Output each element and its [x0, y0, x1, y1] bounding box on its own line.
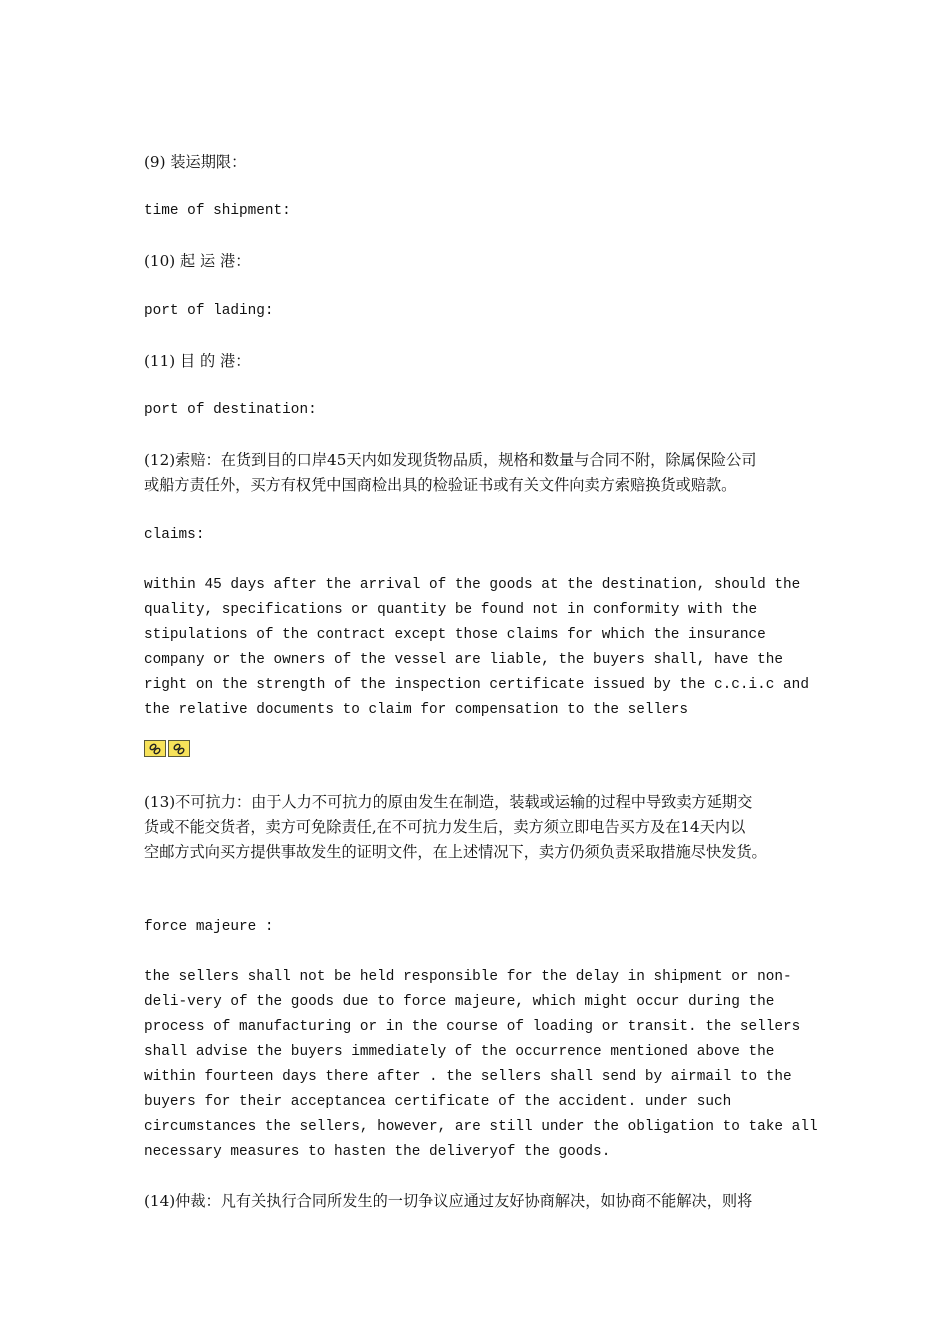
clause-12-en-line-5: right on the strength of the inspection certificate issued by the c.c.i.c and	[144, 677, 809, 693]
clause-11-title-en: port of destination:	[144, 402, 317, 418]
clause-12-cn-line-1: (12)索赔：在货到目的口岸45天内如发现货物品质，规格和数量与合同不附，除属保险公司	[144, 451, 757, 469]
clause-13-en-line-7: circumstances the sellers, however, are still under the obligation to take all	[144, 1119, 818, 1135]
clause-13-en-line-3: process of manufacturing or in the course of loading or transit. the sellers	[144, 1019, 801, 1035]
clause-13-en-line-8: necessary measures to hasten the deliveryof the goods.	[144, 1144, 611, 1160]
clause-11-title-cn: (11) 目 的 港：	[144, 352, 251, 370]
clause-12-en-line-4: company or the owners of the vessel are liable, the buyers shall, have the	[144, 652, 784, 668]
link-icon[interactable]	[168, 740, 190, 757]
clause-13-en-line-6: buyers for their acceptancea certificate of the accident. under such	[144, 1094, 732, 1110]
clause-14-cn-line-1: (14)仲裁：凡有关执行合同所发生的一切争议应通过友好协商解决，如协商不能解决，则将	[144, 1192, 753, 1210]
clause-13-en-line-2: deli-very of the goods due to force majeure, which might occur during the	[144, 994, 775, 1010]
link-icon[interactable]	[144, 740, 166, 757]
clause-13-en-line-4: shall advise the buyers immediately of the occurrence mentioned above the	[144, 1044, 775, 1060]
clause-12-en-line-2: quality, specifications or quantity be found not in conformity with the	[144, 602, 758, 618]
clause-12-en-line-1: within 45 days after the arrival of the goods at the destination, should the	[144, 577, 801, 593]
clause-12-en-line-6: the relative documents to claim for compensation to the sellers	[144, 702, 689, 718]
clause-12-en-title: claims:	[144, 527, 205, 543]
clause-13-en-title: force majeure :	[144, 919, 274, 935]
link-icons-group[interactable]	[144, 740, 190, 757]
clause-13-cn-line-3: 空邮方式向买方提供事故发生的证明文件，在上述情况下，卖方仍须负责采取措施尽快发货。	[144, 843, 767, 861]
clause-13-en-line-1: the sellers shall not be held responsible for the delay in shipment or non-	[144, 969, 792, 985]
clause-9-title-cn: (9) 装运期限：	[144, 153, 247, 171]
clause-10-title-cn: (10) 起 运 港：	[144, 252, 251, 270]
clause-12-cn-line-2: 或船方责任外，买方有权凭中国商检出具的检验证书或有关文件向卖方索赔换货或赔款。	[144, 476, 737, 494]
clause-13-cn-line-2: 货或不能交货者，卖方可免除责任,在不可抗力发生后，卖方须立即电告买方及在14天内以	[144, 818, 746, 836]
clause-12-en-line-3: stipulations of the contract except those claims for which the insurance	[144, 627, 766, 643]
clause-13-cn-line-1: (13)不可抗力：由于人力不可抗力的原由发生在制造，装载或运输的过程中导致卖方延期交	[144, 793, 753, 811]
clause-13-en-line-5: within fourteen days there after . the sellers shall send by airmail to the	[144, 1069, 792, 1085]
clause-9-title-en: time of shipment:	[144, 203, 291, 219]
clause-10-title-en: port of lading:	[144, 303, 274, 319]
